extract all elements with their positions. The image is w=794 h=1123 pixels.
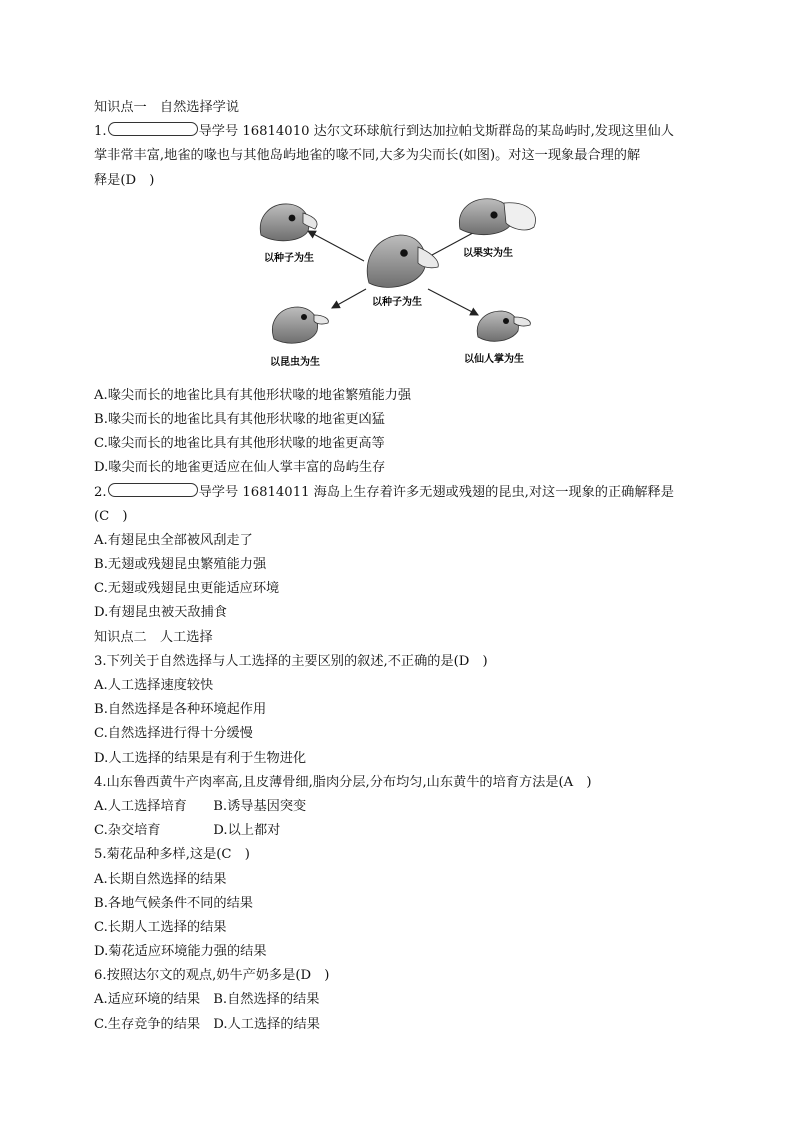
q1-option-d: D.喙尖而长的地雀更适应在仙人掌丰富的岛屿生存 <box>94 460 386 476</box>
question-5-stem: 5.菊花品种多样,这是(C ) <box>94 847 250 863</box>
section-heading-1: 知识点一 自然选择学说 <box>94 100 240 115</box>
question-1-line-3: 释是(D ) <box>94 172 155 188</box>
finch-head-icon <box>477 311 530 341</box>
q5-option-b: B.各地气候条件不同的结果 <box>94 895 253 911</box>
question-1-line-2: 掌非常丰富,地雀的喙也与其他岛屿地雀的喙不同,大多为尖而长(如图)。对这一现象最合理的解 <box>94 148 641 164</box>
question-2-line-1 <box>94 481 702 505</box>
question-number: 2. <box>94 484 107 500</box>
q2-option-c: C.无翅或残翅昆虫更能适应环境 <box>94 581 280 597</box>
arrow-to-bottom-left <box>332 289 366 308</box>
label-bottom-right: 以仙人掌为生 <box>464 353 524 365</box>
finch-head-icon <box>260 204 317 241</box>
q4-options-cd: C.杂交培育 D.以上都对 <box>94 823 281 839</box>
arrow-to-bottom-right <box>428 289 478 315</box>
q2-option-d: D.有翅昆虫被天敌捕食 <box>94 605 227 621</box>
label-top-left: 以种子为生 <box>264 252 314 264</box>
finch-diagram <box>94 193 702 384</box>
question-text: 导学号 16814011 海岛上生存着许多无翅或残翅的昆虫,对这一现象的正确解释是 <box>198 484 674 500</box>
label-top-right: 以果实为生 <box>463 247 513 259</box>
finch-head-icon <box>272 307 328 343</box>
q5-option-d: D.菊花适应环境能力强的结果 <box>94 944 267 960</box>
q6-options-ab: A.适应环境的结果 B.自然选择的结果 <box>94 992 320 1008</box>
q3-option-b: B.自然选择是各种环境起作用 <box>94 702 267 718</box>
guide-badge-icon <box>108 122 198 136</box>
worksheet <box>94 96 702 1037</box>
finch-beak-figure <box>94 193 702 384</box>
q3-option-c: C.自然选择进行得十分缓慢 <box>94 726 253 742</box>
finch-head-icon <box>367 235 438 287</box>
question-3-stem: 3.下列关于自然选择与人工选择的主要区别的叙述,不正确的是(D ) <box>94 653 488 669</box>
question-6-stem: 6.按照达尔文的观点,奶牛产奶多是(D ) <box>94 968 330 984</box>
arrow-to-top-left <box>308 231 364 261</box>
q1-option-b: B.喙尖而长的地雀比具有其他形状喙的地雀更凶猛 <box>94 411 385 427</box>
label-center: 以种子为生 <box>372 296 422 308</box>
question-text: 导学号 16814010 达尔文环球航行到达加拉帕戈斯群岛的某岛屿时,发现这里仙人 <box>198 124 674 140</box>
question-2-line-2: (C ) <box>94 508 128 524</box>
q2-option-a: A.有翅昆虫全部被风刮走了 <box>94 532 253 548</box>
q1-option-a: A.喙尖而长的地雀比具有其他形状喙的地雀繁殖能力强 <box>94 387 412 403</box>
q5-option-a: A.长期自然选择的结果 <box>94 871 227 887</box>
q4-options-ab: A.人工选择培育 B.诱导基因突变 <box>94 798 307 814</box>
section-heading-2: 知识点二 人工选择 <box>94 629 213 645</box>
finch-head-icon <box>459 199 535 235</box>
guide-badge-icon <box>108 483 198 497</box>
question-1-line-1 <box>94 120 702 144</box>
q3-option-d: D.人工选择的结果是有利于生物进化 <box>94 750 307 766</box>
q2-option-b: B.无翅或残翅昆虫繁殖能力强 <box>94 557 267 573</box>
q1-option-c: C.喙尖而长的地雀比具有其他形状喙的地雀更高等 <box>94 436 385 452</box>
q3-option-a: A.人工选择速度较快 <box>94 678 214 693</box>
q5-option-c: C.长期人工选择的结果 <box>94 919 227 935</box>
q6-options-cd: C.生存竞争的结果 D.人工选择的结果 <box>94 1016 320 1032</box>
question-number: 1. <box>94 124 107 140</box>
question-4-stem: 4.山东鲁西黄牛产肉率高,且皮薄骨细,脂肉分层,分布均匀,山东黄牛的培育方法是(A ) <box>94 774 592 790</box>
label-bottom-left: 以昆虫为生 <box>270 356 320 368</box>
